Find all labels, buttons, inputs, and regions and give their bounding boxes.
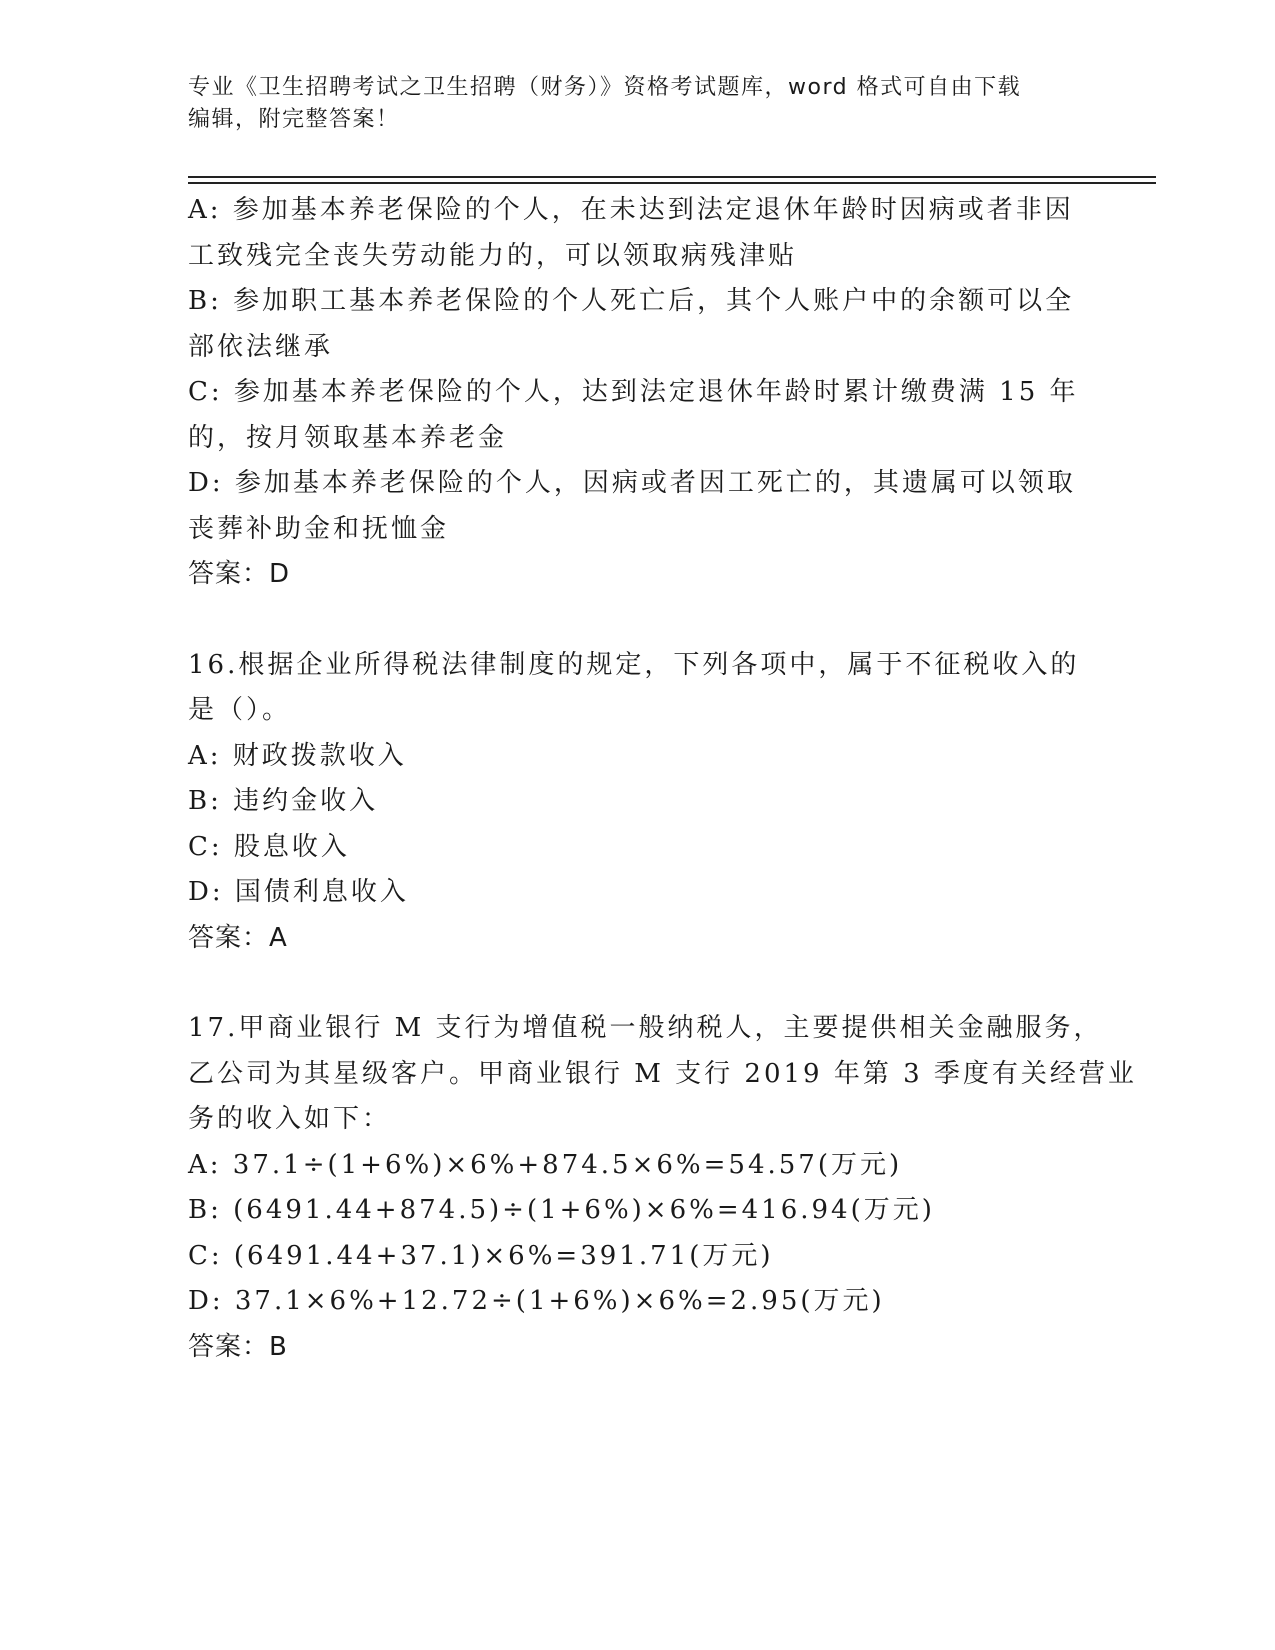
header-divider-bottom: [188, 182, 1156, 184]
question-stem-line-3: 务的收入如下：: [188, 1104, 392, 1134]
spacer: [188, 961, 1078, 1006]
option-c-line-2: 的，按月领取基本养老金: [188, 422, 508, 453]
document-body: [188, 188, 1137, 1370]
question-17: [188, 1006, 1137, 1370]
option-a-line-1: A: 参加基本养老保险的个人，在未达到法定退休年龄时因病或者非因: [188, 195, 1074, 225]
question-stem-line-1: 16.根据企业所得税法律制度的规定，下列各项中，属于不征税收入的: [188, 649, 1080, 680]
question-stem-line-1: 17.甲商业银行 M 支行为增值税一般纳税人，主要提供相关金融服务，: [188, 1013, 1103, 1043]
answer-q16: 答案：A: [188, 922, 288, 953]
option-b-line-1: B: 参加职工基本养老保险的个人死亡后，其个人账户中的余额可以全: [188, 286, 1075, 316]
option-d: D: 国债利息收入: [188, 877, 409, 907]
header-line-2: 编辑，附完整答案！: [188, 107, 400, 132]
option-c-line-1: C: 参加基本养老保险的个人，达到法定退休年龄时累计缴费满 15 年: [188, 377, 1079, 407]
option-b: B: (6491.44+874.5)÷(1+6%)×6%=416.94(万元): [188, 1195, 935, 1225]
question-15-options: [188, 188, 1078, 598]
option-a: A: 财政拨款收入: [188, 740, 407, 771]
document-header: [188, 72, 1088, 136]
option-c: C: (6491.44+37.1)×6%=391.71(万元): [188, 1240, 774, 1271]
header-divider-top: [188, 176, 1156, 178]
answer-q17: 答案：B: [188, 1331, 288, 1362]
spacer: [188, 598, 1078, 643]
header-line-1: 专业《卫生招聘考试之卫生招聘（财务）》资格考试题库，word 格式可自由下载: [188, 75, 1022, 100]
option-d-line-2: 丧葬补助金和抚恤金: [188, 513, 450, 544]
option-a: A: 37.1÷(1+6%)×6%+874.5×6%=54.57(万元): [188, 1149, 903, 1180]
question-16: [188, 643, 1078, 962]
option-a-line-2: 工致残完全丧失劳动能力的，可以领取病残津贴: [188, 240, 798, 271]
question-stem-line-2: 是（）。: [188, 695, 292, 725]
answer-q15: 答案：D: [188, 559, 291, 589]
option-b: B: 违约金收入: [188, 786, 379, 816]
option-d-line-1: D: 参加基本养老保险的个人，因病或者因工死亡的，其遗属可以领取: [188, 468, 1076, 498]
option-c: C: 股息收入: [188, 831, 350, 862]
option-d: D: 37.1×6%+12.72÷(1+6%)×6%=2.95(万元): [188, 1286, 885, 1316]
option-b-line-2: 部依法继承: [188, 331, 334, 362]
question-stem-line-2: 乙公司为其星级客户。甲商业银行 M 支行 2019 年第 3 季度有关经营业: [188, 1058, 1137, 1089]
